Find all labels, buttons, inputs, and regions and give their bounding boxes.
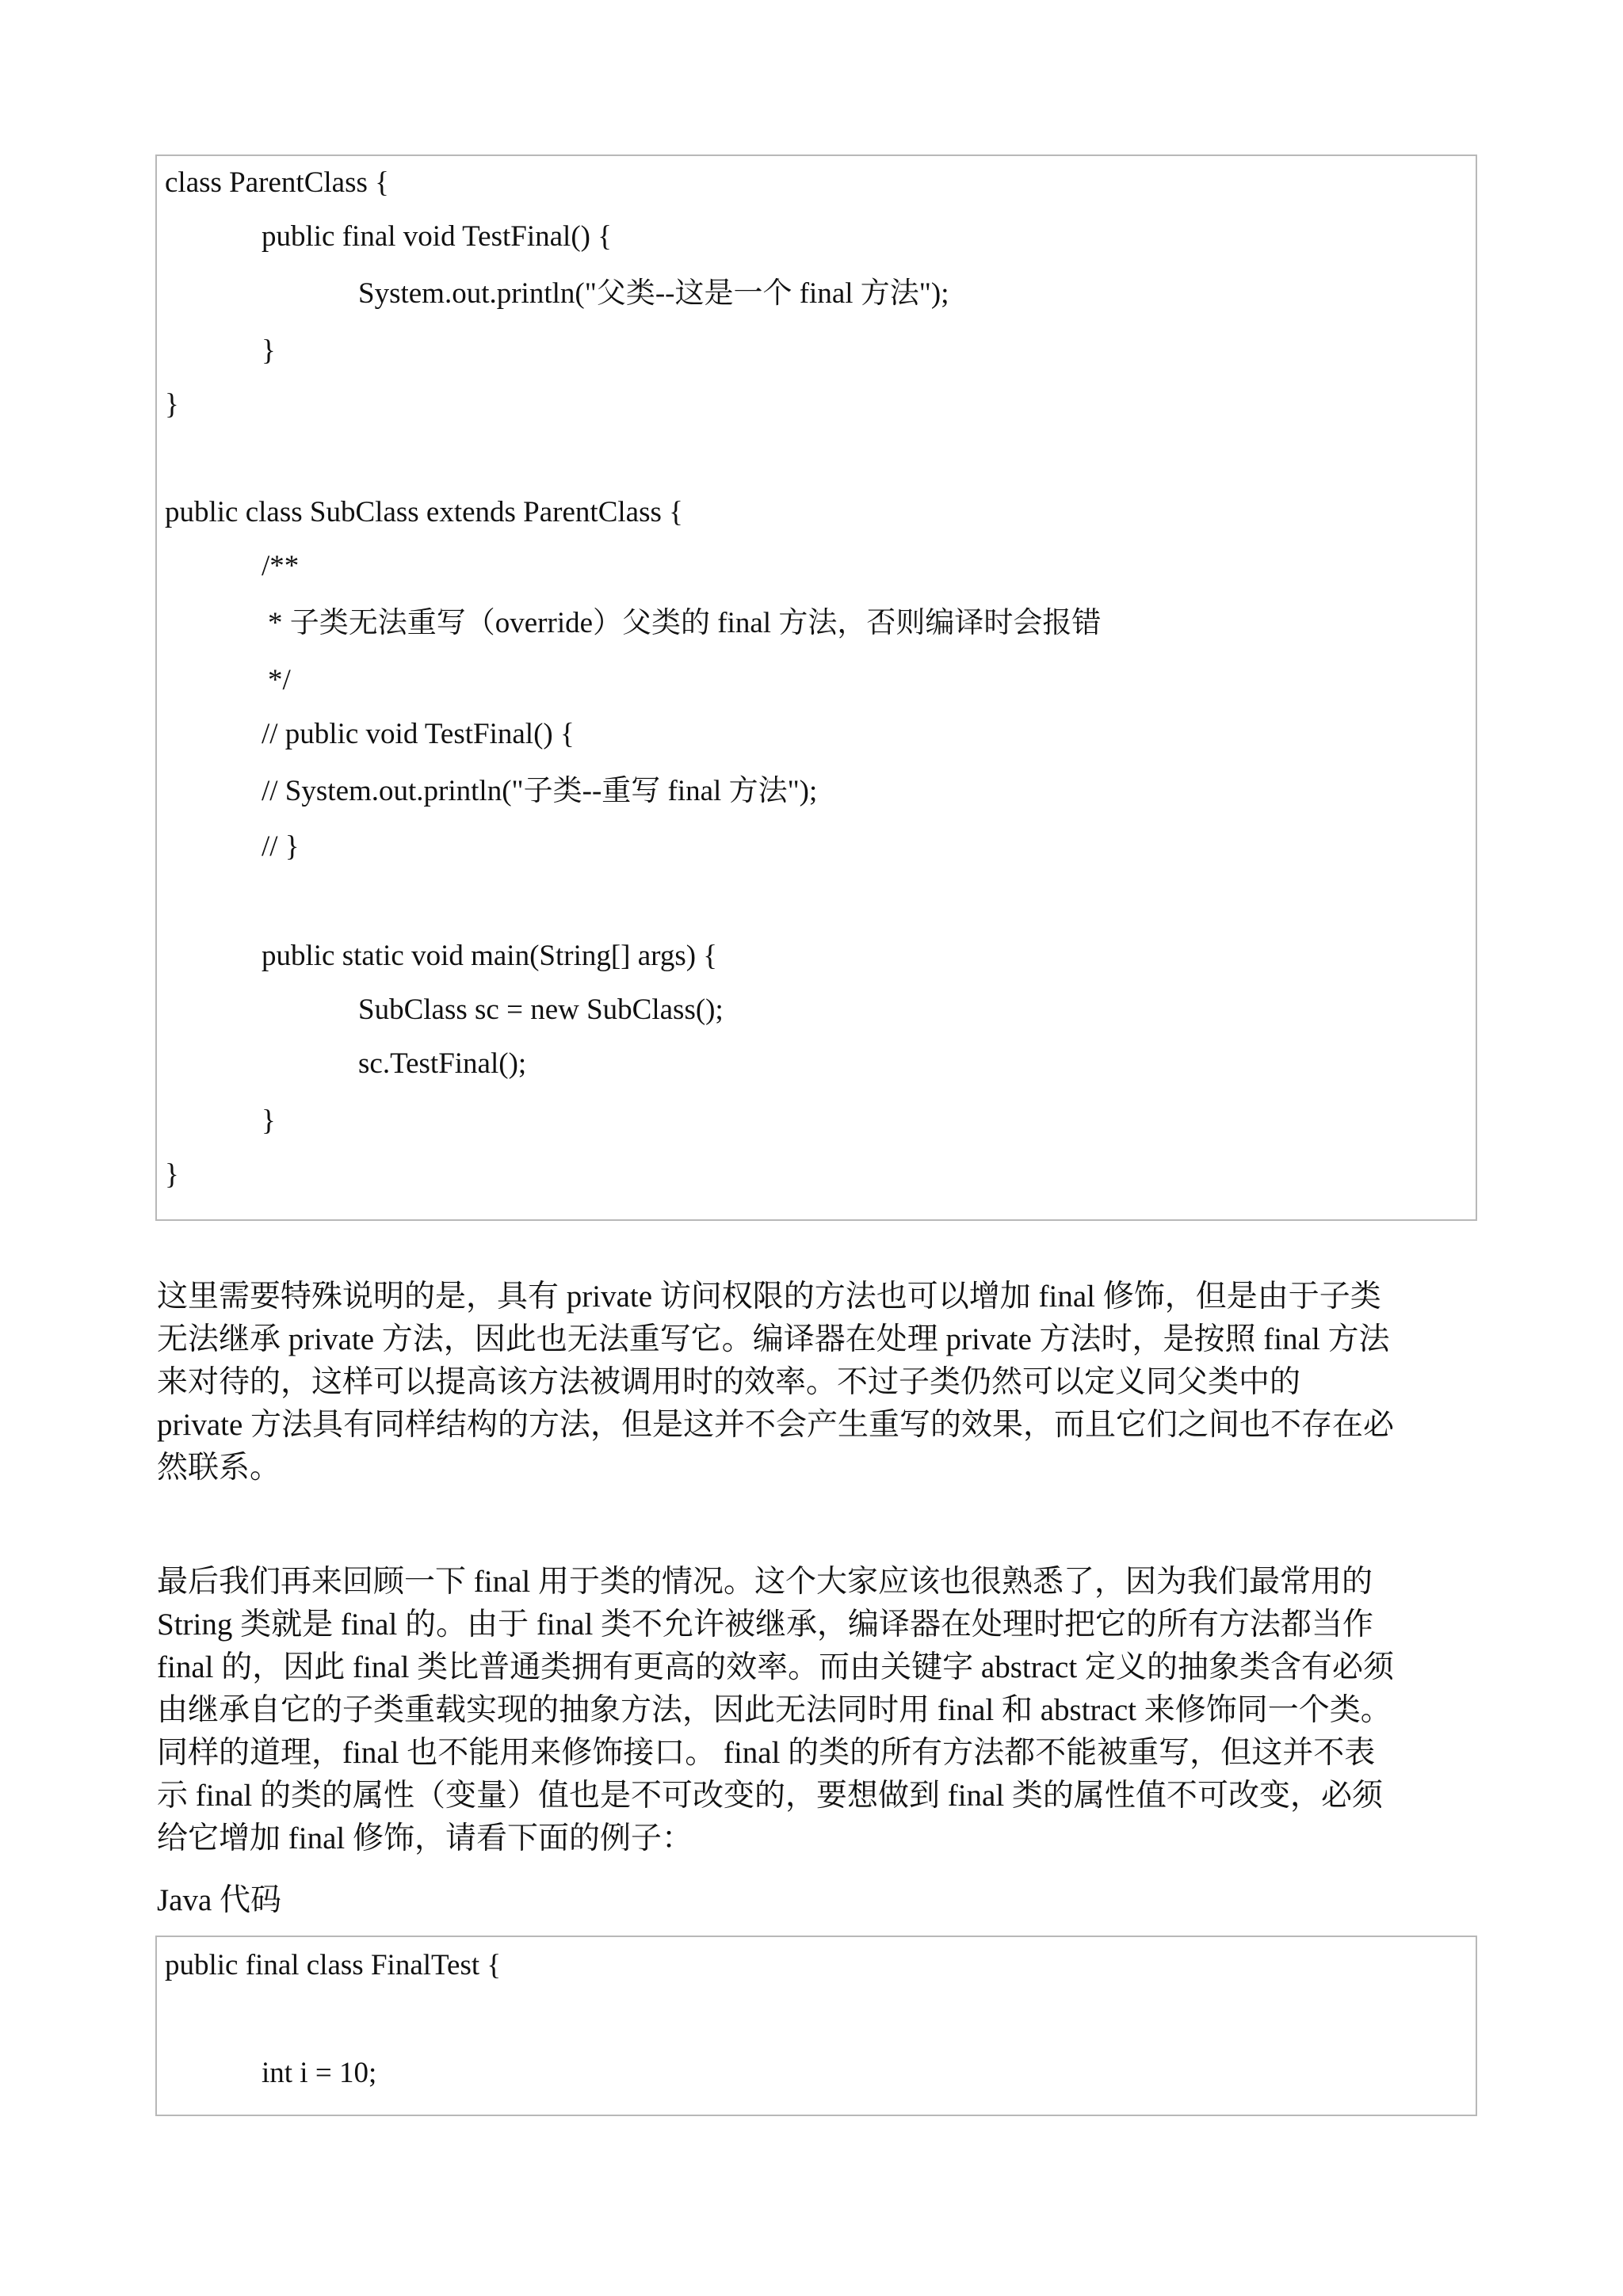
paragraph-line: String 类就是 final 的。由于 final 类不允许被继承，编译器在处理时把它的所有方法都当作 bbox=[157, 1608, 1374, 1642]
paragraph-line: final 的，因此 final 类比普通类拥有更高的效率。而由关键字 abstract 定义的抽象类含有必须 bbox=[157, 1650, 1394, 1684]
code-line: System.out.println("父类--这是一个 final 方法"); bbox=[358, 277, 949, 310]
code-line: } bbox=[165, 388, 179, 421]
code-line: class ParentClass { bbox=[165, 166, 389, 199]
paragraph-line: private 方法具有同样结构的方法，但是这并不会产生重写的效果，而且它们之间也不存在必 bbox=[157, 1408, 1395, 1442]
code-line: } bbox=[165, 1158, 179, 1191]
code-line: // } bbox=[262, 830, 300, 863]
code-line: sc.TestFinal(); bbox=[358, 1047, 527, 1080]
code-line: int i = 10; bbox=[262, 2057, 377, 2089]
code-block-parentclass bbox=[155, 154, 1477, 1221]
paragraph-final-classes bbox=[157, 1561, 1480, 1860]
paragraph-line: 由继承自它的子类重载实现的抽象方法，因此无法同时用 final 和 abstract 来修饰同一个类。 bbox=[157, 1693, 1392, 1727]
paragraph-line: 然联系。 bbox=[157, 1451, 281, 1485]
paragraph-line: 给它增加 final 修饰，请看下面的例子： bbox=[157, 1821, 693, 1855]
code-line: */ bbox=[268, 664, 291, 696]
code-line: * 子类无法重写（override）父类的 final 方法，否则编译时会报错 bbox=[268, 607, 1102, 639]
code-line: } bbox=[262, 334, 276, 367]
paragraph-line: 无法继承 private 方法，因此也无法重写它。编译器在处理 private 方法时，是按照 final 方法 bbox=[157, 1322, 1390, 1356]
paragraph-line: 示 final 的类的属性（变量）值也是不可改变的，要想做到 final 类的属性值不可改变，必须 bbox=[157, 1779, 1383, 1813]
code-line: public class SubClass extends ParentClass { bbox=[165, 496, 683, 528]
code-line: public final void TestFinal() { bbox=[262, 220, 612, 253]
paragraph-line: 这里需要特殊说明的是，具有 private 访问权限的方法也可以增加 final 修饰，但是由于子类 bbox=[157, 1280, 1381, 1314]
code-line: // System.out.println("子类--重写 final 方法"); bbox=[262, 775, 818, 807]
code-line: // public void TestFinal() { bbox=[262, 718, 575, 750]
paragraph-line: 同样的道理，final 也不能用来修饰接口。 final 的类的所有方法都不能被重写，但这并不表 bbox=[157, 1736, 1376, 1770]
code-block-finaltest bbox=[155, 1936, 1477, 2116]
code-line: public static void main(String[] args) { bbox=[262, 940, 718, 972]
code-line: } bbox=[262, 1104, 276, 1137]
code-line: /** bbox=[262, 550, 300, 582]
paragraph-private-methods bbox=[157, 1276, 1480, 1489]
code-line: public final class FinalTest { bbox=[165, 1949, 502, 1981]
paragraph-line: 最后我们再来回顾一下 final 用于类的情况。这个大家应该也很熟悉了，因为我们最常用的 bbox=[157, 1565, 1373, 1599]
code-line: SubClass sc = new SubClass(); bbox=[358, 994, 724, 1026]
code-label: Java 代码 bbox=[157, 1883, 282, 1917]
paragraph-line: 来对待的，这样可以提高该方法被调用时的效率。不过子类仍然可以定义同父类中的 bbox=[157, 1365, 1301, 1399]
